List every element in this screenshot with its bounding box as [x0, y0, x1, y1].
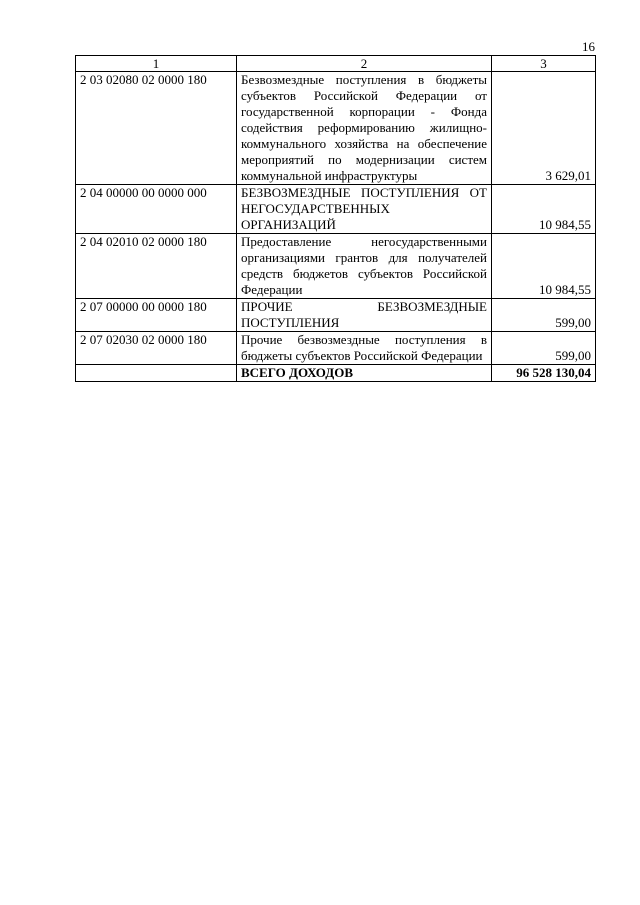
total-code-cell	[76, 365, 237, 382]
table-row	[76, 234, 596, 299]
column-header-name: 2	[237, 56, 492, 72]
budget-code-cell: 2 07 00000 00 0000 180	[76, 299, 237, 332]
column-header-amount: 3	[492, 56, 596, 72]
amount-cell: 10 984,55	[492, 234, 596, 299]
amount-cell: 599,00	[492, 299, 596, 332]
revenue-name-cell: БЕЗВОЗМЕЗДНЫЕ ПОСТУПЛЕНИЯ ОТ НЕГОСУДАРСТВЕННЫХ ОРГАНИЗАЦИЙ	[237, 185, 492, 234]
budget-code-cell: 2 04 02010 02 0000 180	[76, 234, 237, 299]
table-row	[76, 72, 596, 185]
table-row	[76, 299, 596, 332]
revenue-table	[75, 55, 596, 382]
table-row	[76, 332, 596, 365]
amount-cell: 3 629,01	[492, 72, 596, 185]
total-label-cell: ВСЕГО ДОХОДОВ	[237, 365, 492, 382]
page-number: 16	[582, 39, 595, 54]
revenue-name-cell: Прочие безвозмездные поступления в бюджеты субъектов Российской Федерации	[237, 332, 492, 365]
total-amount-cell: 96 528 130,04	[492, 365, 596, 382]
budget-code-cell: 2 07 02030 02 0000 180	[76, 332, 237, 365]
table-header-row	[76, 56, 596, 72]
revenue-name-cell: Безвозмездные поступления в бюджеты субъектов Российской Федерации от государственной корпорации - Фонда содействия реформированию жилищно-коммунального хозяйства на обеспечение мероприятий по модернизации систем коммунальной инфраструктуры	[237, 72, 492, 185]
budget-code-cell: 2 04 00000 00 0000 000	[76, 185, 237, 234]
total-row	[76, 365, 596, 382]
table-row	[76, 185, 596, 234]
column-header-code: 1	[76, 56, 237, 72]
amount-cell: 599,00	[492, 332, 596, 365]
budget-code-cell: 2 03 02080 02 0000 180	[76, 72, 237, 185]
revenue-name-cell: ПРОЧИЕ БЕЗВОЗМЕЗДНЫЕ ПОСТУПЛЕНИЯ	[237, 299, 492, 332]
amount-cell: 10 984,55	[492, 185, 596, 234]
revenue-name-cell: Предоставление негосударственными организациями грантов для получателей средств бюджетов субъектов Российской Федерации	[237, 234, 492, 299]
